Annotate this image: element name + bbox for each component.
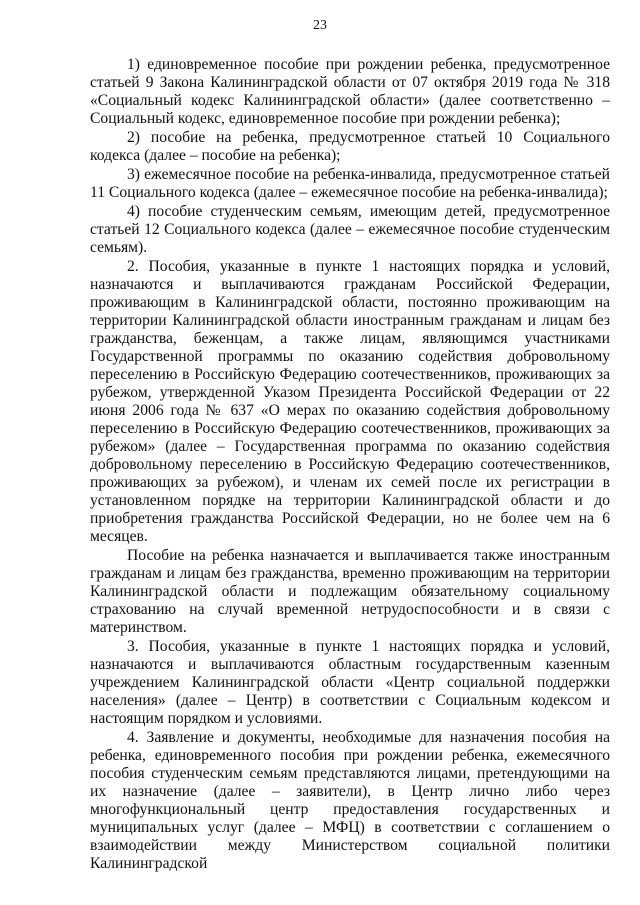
paragraph-item-1: 1) единовременное пособие при рождении ребенка, предусмотренное статьей 9 Закона Калининградской области от 07 октября 2019 года № 318 «Социальный кодекс Калининградской области» (далее соответственно – Социальный кодекс, единовременное пособие при рождении ребенка); (90, 56, 610, 127)
paragraph-clause-2: 2. Пособия, указанные в пункте 1 настоящих порядка и условий, назначаются и выплачиваются гражданам Российской Федерации, проживающим в Калининградской области, постоянно проживающим на территории Калининградской области иностранным гражданам и лицам без гражданства, беженцам, а также лицам, являющимся участниками Государственной программы по оказанию содействия добровольному переселению в Российскую Федерацию соотечественников, проживающих за рубежом, утвержденной Указом Президента Российской Федерации от 22 июня 2006 года № 637 «О мерах по оказанию содействия добровольному переселению в Российскую Федерацию соотечественников, проживающих за рубежом» (далее – Государственная программа по оказанию содействия добровольному переселению в Российскую Федерацию соотечественников, проживающих за рубежом), и членам их семей после их регистрации в установленном порядке на территории Калининградской области и до приобретения гражданства Российской Федерации, но не более чем на 6 месяцев. (90, 258, 610, 545)
document-body (90, 56, 610, 873)
paragraph-clause-4: 4. Заявление и документы, необходимые для назначения пособия на ребенка, единовременного пособия при рождении ребенка, ежемесячного пособия студенческим семьям представляются лицами, претендующими на их назначение (далее – заявители), в Центр лично либо через многофункциональный центр предоставления государственных и муниципальных услуг (далее – МФЦ) в соответствии с соглашением о взаимодействии между Министерством социальной политики Калининградской (90, 729, 610, 872)
paragraph-child-benefit-foreigners: Пособие на ребенка назначается и выплачивается также иностранным гражданам и лицам без гражданства, временно проживающим на территории Калининградской области и подлежащим обязательному социальному страхованию на случай временной нетрудоспособности и в связи с материнством. (90, 547, 610, 636)
paragraph-item-2: 2) пособие на ребенка, предусмотренное статьей 10 Социального кодекса (далее – пособие на ребенка); (90, 129, 610, 164)
paragraph-item-4: 4) пособие студенческим семьям, имеющим детей, предусмотренное статьей 12 Социального кодекса (далее – ежемесячное пособие студенческим семьям). (90, 203, 610, 256)
paragraph-clause-3: 3. Пособия, указанные в пункте 1 настоящих порядка и условий, назначаются и выплачиваются областным государственным казенным учреждением Калининградской области «Центр социальной поддержки населения» (далее – Центр) в соответствии с Социальным кодексом и настоящим порядком и условиями. (90, 638, 610, 727)
page-number: 23 (313, 18, 327, 33)
paragraph-item-3: 3) ежемесячное пособие на ребенка-инвалида, предусмотренное статьей 11 Социального кодекса (далее – ежемесячное пособие на ребенка-инвалида); (90, 166, 610, 201)
